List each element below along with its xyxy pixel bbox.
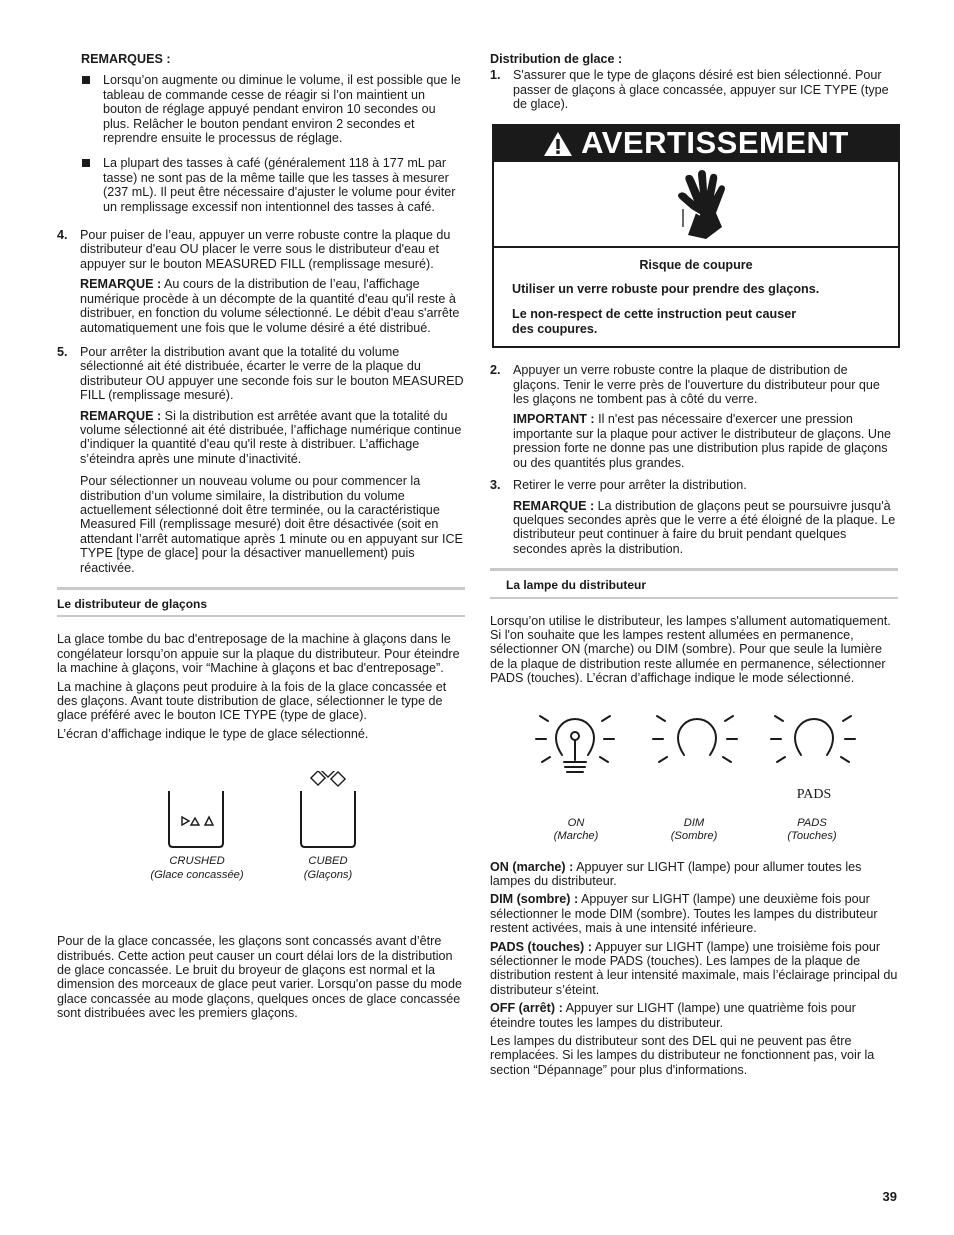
pads-bulb-icon <box>771 716 855 762</box>
cubed-caption-subtitle: (Glaçons) <box>303 868 353 881</box>
note-label: IMPORTANT : <box>513 412 595 427</box>
note-label: REMARQUE : <box>80 408 162 423</box>
cubed-caption <box>278 855 378 882</box>
notes-title: REMARQUES : <box>81 52 171 66</box>
paragraph: Pour de la glace concassée, les glaçons sont concassés avant d’être distribués. Cette action peut causer un court délai lors de la distribution de glace concassée. Le bruit du broyeur de glaçons est normal et la dimension des morceaux de glace peut varier. Lorsqu'on passe du mode glace concassée au mode glaçons, quelques onces de glace concassée sont distribuées avec les premiers glaçons. <box>57 934 462 1021</box>
warning-image <box>494 162 898 248</box>
crushed-caption-subtitle: (Glace concassée) <box>150 868 244 881</box>
pads-display-label: PADS <box>796 786 832 800</box>
on-mode-label: ON (marche) : <box>490 859 574 874</box>
cubed-glass-icon <box>301 771 355 847</box>
on-caption-subtitle: (Marche) <box>553 830 599 843</box>
right-column <box>490 52 898 1077</box>
note-text: Il n'est pas nécessaire d'exercer une pression importante sur la plaque pour activer le distributeur de glaçons. Une pression forte ne donne pas une distribution plus rapide de glaçons ou des quantités plus grandes. <box>513 412 892 470</box>
step-number: 3. <box>490 478 501 493</box>
dim-mode-text: Appuyer sur LIGHT (lampe) une deuxième fois pour sélectionner le mode DIM (sombre). Toutes les lampes du distributeur restent activées, mais à une intensité inférieure. <box>490 892 878 936</box>
note-bullet <box>57 156 465 214</box>
note-bullet <box>57 73 465 145</box>
on-bulb-icon <box>536 716 614 772</box>
on-caption <box>536 817 616 844</box>
step-note <box>80 277 465 335</box>
left-column <box>57 52 465 1021</box>
on-caption-title: ON <box>567 816 585 829</box>
ice-dispensing-heading: Distribution de glace : <box>490 52 623 66</box>
bullet-square-icon <box>82 159 90 167</box>
step-note <box>513 499 898 557</box>
dim-caption-subtitle: (Sombre) <box>670 830 718 843</box>
pads-caption-title: PADS <box>797 816 827 829</box>
closing-paragraph: Les lampes du distributeur sont des DEL qui ne peuvent pas être remplacées. Si les lampes du distributeur ne fonctionnent pas, voir la section “Dépannage” pour plus d'informations. <box>490 1034 875 1077</box>
dim-caption <box>654 817 734 844</box>
pads-caption <box>772 817 852 844</box>
dim-caption-title: DIM <box>683 816 705 829</box>
step-text: Appuyer un verre robuste contre la plaque de distribution de glaçons. Tenir le verre près de l'ouverture du distributeur pour que les glaçons ne tombent pas à côté du verre. <box>513 363 880 407</box>
step-number: 1. <box>490 68 501 83</box>
step-3 <box>490 478 898 556</box>
warning-consequence: Le non-respect de cette instruction peut causer des coupures. <box>512 307 797 336</box>
bullet-square-icon <box>82 76 90 84</box>
paragraph: L’écran d’affichage indique le type de glace sélectionné. <box>57 726 369 741</box>
pads-mode-label: PADS (touches) : <box>490 939 592 954</box>
step-5 <box>57 345 465 575</box>
step-2 <box>490 363 898 470</box>
cut-hand-icon <box>666 169 726 239</box>
off-mode-description <box>490 1001 898 1030</box>
dim-mode-label: DIM (sombre) : <box>490 892 579 907</box>
off-mode-label: OFF (arrêt) : <box>490 1001 563 1016</box>
on-mode-text: Appuyer sur LIGHT (lampe) pour allumer toutes les lampes du distributeur. <box>490 859 862 888</box>
note-text: La distribution de glaçons peut se poursuivre jusqu'à quelques secondes après que le verre a été éloigné de la plaque. Le distributeur peut continuer à faire du bruit pendant quelques secondes après la distribution. <box>513 498 896 556</box>
step-number: 5. <box>57 344 68 359</box>
crushed-glass-icon <box>169 791 223 847</box>
step-text: S'assurer que le type de glaçons désiré est bien sélectionné. Pour passer de glaçons à glace concassée, appuyer sur ICE TYPE (type de glace). <box>513 68 889 112</box>
note-label: REMARQUE : <box>80 277 162 292</box>
warning-box <box>492 124 900 349</box>
note-label: REMARQUE : <box>513 498 595 513</box>
step-text: Pour arrêter la distribution avant que la totalité du volume sélectionné ait été distribuée, écarter le verre de la plaque du distributeur OU appuyer une seconde fois sur le bouton MEASURED FILL (remplissage mesuré). <box>80 344 464 403</box>
dim-mode-description <box>490 892 898 935</box>
note-text: Au cours de la distribution de l’eau, l'affichage numérique procède à un décompte de la quantité d'eau qu'il reste à distribuer, en fonction du volume sélectionné. Le débit d'eau s'arrête automatiquement une fois que le volume désiré a été distribué. <box>80 277 460 335</box>
step-number: 4. <box>57 228 68 243</box>
note-bullet-text: Lorsqu’on augmente ou diminue le volume, il est possible que le tableau de commande cesse de réagir si l’on maintient un bouton de réglage appuyé pendant environ 10 secondes ou plus. Relâcher le bouton pendant environ 2 secondes et reprendre ensuite le processus de réglage. <box>103 73 461 146</box>
warning-risk: Risque de coupure <box>639 257 753 272</box>
pads-mode-text: Appuyer sur LIGHT (lampe) une troisième fois pour sélectionner le mode PADS (touches). Les lampes de la plaque de distribution restent à leur intensité maximale, mais l’éclairage principal du distributeur s’éteint. <box>490 939 898 997</box>
pads-mode-description <box>490 940 898 998</box>
warning-title: AVERTISSEMENT <box>581 125 849 161</box>
dim-bulb-icon <box>653 716 737 762</box>
step-text: Retirer le verre pour arrêter la distribution. <box>513 478 747 493</box>
off-mode-text: Appuyer sur LIGHT (lampe) une quatrième fois pour éteindre toutes les lampes du distributeur. <box>490 1001 856 1030</box>
section-heading <box>57 587 465 617</box>
note-bullet-text: La plupart des tasses à café (généralement 118 à 177 mL par tasse) ne sont pas de la même taille que les tasses à mesurer (237 mL). Il peut être nécessaire d'ajuster le volume pour éviter un remplissage excessif non intentionnel des tasses à café. <box>103 156 456 214</box>
ice-glasses-illustration <box>57 771 465 881</box>
step-extra: Pour sélectionner un nouveau volume ou pour commencer la distribution d’un volume similaire, la distribution du volume actuellement sélectionné doit être terminée, ou la caractéristique Measured Fill (remplissage mesuré) doit être désactivée (soit en attendant l’arrêt automatique après 1 minute ou en appuyant sur ICE TYPE [type de glace] pour la désactiver manuellement) puis réactivée. <box>80 474 463 575</box>
section-title: Le distributeur de glaçons <box>57 597 208 611</box>
step-text: Pour puiser de l’eau, appuyer un verre robuste contre la plaque du distributeur d'eau OU placer le verre sous le distributeur d'eau et appuyer sur le bouton MEASURED FILL (remplissage mesuré). <box>80 228 451 271</box>
cubed-caption-title: CUBED <box>308 855 348 868</box>
paragraph: La machine à glaçons peut produire à la fois de la glace concassée et des glaçons. Avant toute distribution de glace, sélectionner le type de glace préféré avec le bouton ICE TYPE (type de glace). <box>57 679 447 723</box>
crushed-caption-title: CRUSHED <box>169 855 225 868</box>
paragraph: La glace tombe du bac d'entreposage de la machine à glaçons dans le congélateur lorsqu’on appuie sur la plaque du distributeur. Pour éteindre la machine à glaçons, voir “Machine à glaçons et bac d'entreposage”. <box>57 632 460 676</box>
note-text: Si la distribution est arrêtée avant que la totalité du volume sélectionné ait été distribuée, l’affichage numérique continue d’indiquer la quantité d'eau qu'il reste à distribuer. L’affichage s’éteindra après une minute d’inactivité. <box>80 408 462 466</box>
page-number: 39 <box>882 1189 897 1204</box>
step-note <box>513 412 898 470</box>
warning-header <box>494 126 898 162</box>
section-heading <box>490 568 898 598</box>
step-number: 2. <box>490 363 501 378</box>
lamp-mode-figure <box>490 700 898 850</box>
step-note <box>80 409 465 467</box>
pads-caption-subtitle: (Touches) <box>787 830 837 843</box>
lamp-illustration <box>490 700 898 800</box>
warning-instruction: Utiliser un verre robuste pour prendre des glaçons. <box>512 282 820 297</box>
crushed-caption <box>137 855 257 882</box>
step-4 <box>57 228 465 335</box>
section-title: La lampe du distributeur <box>506 578 647 593</box>
on-mode-description <box>490 860 898 889</box>
warning-text <box>494 248 898 347</box>
ice-type-figure <box>57 771 465 916</box>
warning-triangle-icon <box>543 131 573 157</box>
paragraph: Lorsqu’on utilise le distributeur, les lampes s'allument automatiquement. Si l'on souhaite que les lampes restent allumées en permanence, sélectionner ON (marche) ou DIM (sombre). Pour que seule la lumière de la plaque de distribution reste allumée en permanence, sélectionner PADS (touches). L’écran d’affichage indique le mode sélectionné. <box>490 613 891 686</box>
step-1 <box>490 68 898 111</box>
